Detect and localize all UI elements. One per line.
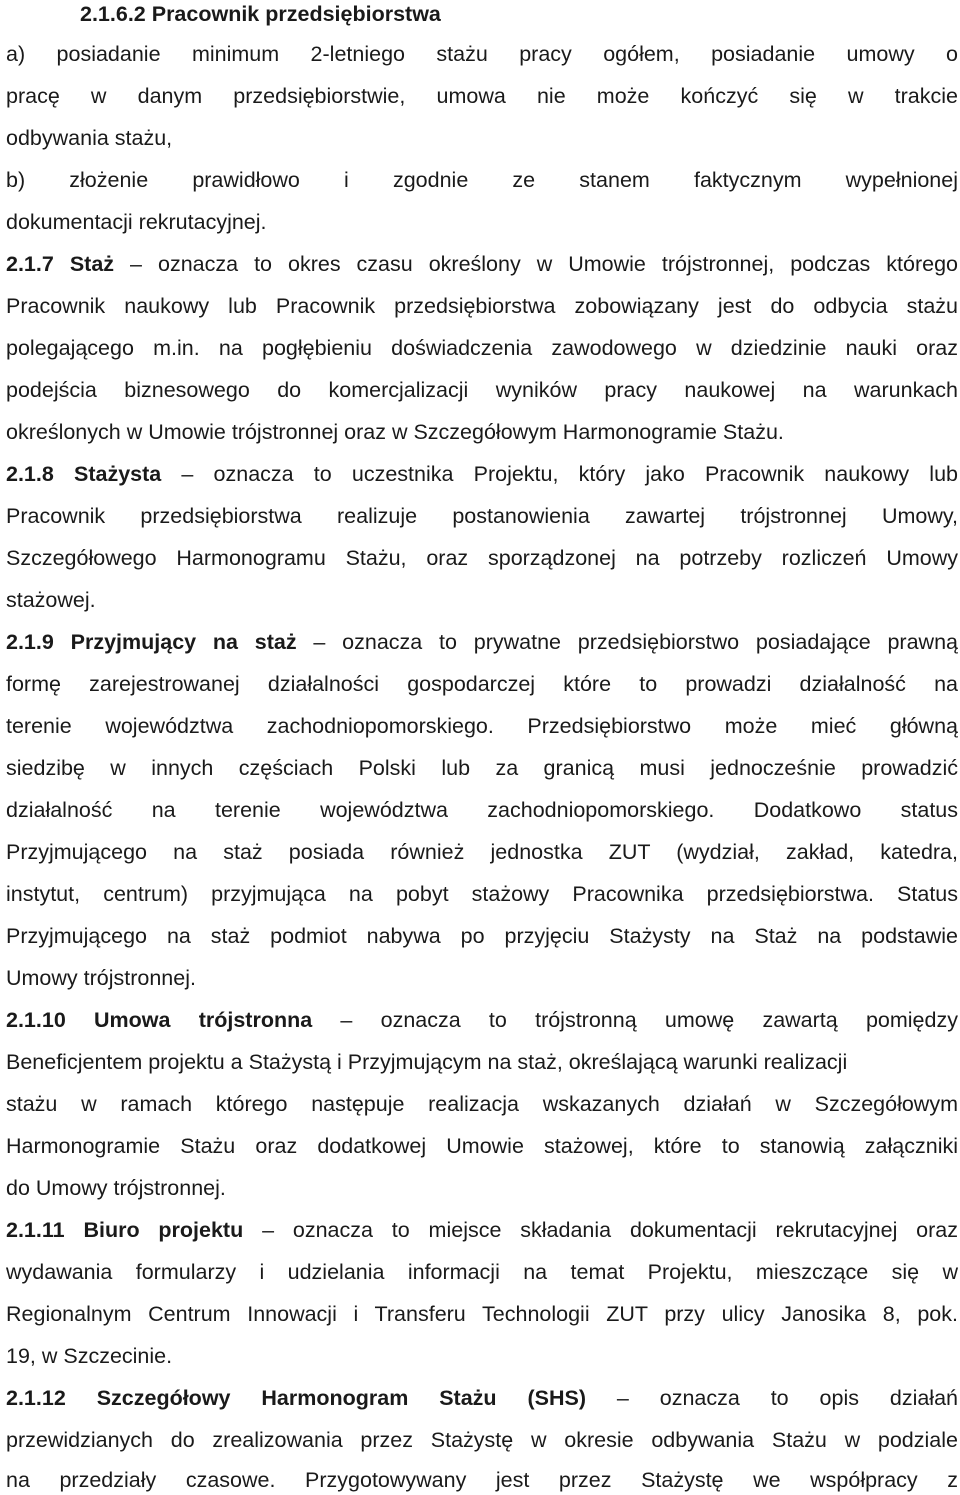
paragraph-line: Przyjmującego na staż podmiot nabywa po przyjęciu Stażysty na Staż na podstawie <box>6 924 958 948</box>
paragraph-line: stażowej. <box>6 588 96 612</box>
definition-text: – oznacza to okres czasu określony w Umowie trójstronnej, podczas którego <box>130 252 958 276</box>
definition-number: 2.1.11 <box>6 1218 65 1242</box>
definition-first-line <box>6 628 958 656</box>
paragraph-line: stażu w ramach którego następuje realizacja wskazanych działań w Szczegółowym <box>6 1092 958 1116</box>
definition-term: Stażysta <box>74 462 162 486</box>
paragraph-line: określonych w Umowie trójstronnej oraz w Szczegółowym Harmonogramie Stażu. <box>6 420 784 444</box>
definition-text: – oznacza to prywatne przedsiębiorstwo posiadające prawną <box>313 630 958 654</box>
section-heading-2-1-6-2: 2.1.6.2 Pracownik przedsiębiorstwa <box>80 2 441 26</box>
paragraph-line: podejścia biznesowego do komercjalizacji wyników pracy naukowej na warunkach <box>6 378 958 402</box>
definition-first-line <box>6 250 958 278</box>
paragraph-line: na przedziały czasowe. Przygotowywany jest przez Stażystę we współpracy z <box>6 1468 958 1492</box>
definition-number: 2.1.10 <box>6 1008 66 1032</box>
paragraph-line: Umowy trójstronnej. <box>6 966 196 990</box>
definition-first-line <box>6 460 958 488</box>
paragraph-line: pracę w danym przedsiębiorstwie, umowa nie może kończyć się w trakcie <box>6 84 958 108</box>
paragraph-line: polegającego m.in. na pogłębieniu doświadczenia zawodowego w dziedzinie nauki oraz <box>6 336 958 360</box>
definition-first-line <box>6 1006 958 1034</box>
paragraph-line: terenie województwa zachodniopomorskiego. Przedsiębiorstwo może mieć główną <box>6 714 958 738</box>
definition-term: Szczegółowy Harmonogram Stażu (SHS) <box>96 1386 586 1410</box>
paragraph-line: przewidzianych do zrealizowania przez Stażystę w okresie odbywania Stażu w podziale <box>6 1428 958 1452</box>
paragraph-line: Szczegółowego Harmonogramu Stażu, oraz sporządzonej na potrzeby rozliczeń Umowy <box>6 546 958 570</box>
paragraph-line: Pracownik przedsiębiorstwa realizuje postanowienia zawartej trójstronnej Umowy, <box>6 504 958 528</box>
paragraph-line: działalność na terenie województwa zachodniopomorskiego. Dodatkowo status <box>6 798 958 822</box>
definition-term: Biuro projektu <box>83 1218 244 1242</box>
paragraph-line: formę zarejestrowanej działalności gospodarczej które to prowadzi działalność na <box>6 672 958 696</box>
definition-term: Przyjmujący na staż <box>70 630 297 654</box>
definition-text: – oznacza to opis działań <box>616 1386 958 1410</box>
paragraph-line: a) posiadanie minimum 2-letniego stażu pracy ogółem, posiadanie umowy o <box>6 42 958 66</box>
definition-term: Staż <box>69 252 115 276</box>
definition-text: – oznacza to uczestnika Projektu, który jako Pracownik naukowy lub <box>181 462 959 486</box>
paragraph-line: Beneficjentem projektu a Stażystą i Przyjmującym na staż, określającą warunki realizacji <box>6 1050 848 1074</box>
paragraph-line: Harmonogramie Stażu oraz dodatkowej Umowie stażowej, które to stanowią załączniki <box>6 1134 958 1158</box>
paragraph-line: Pracownik naukowy lub Pracownik przedsiębiorstwa zobowiązany jest do odbycia stażu <box>6 294 958 318</box>
definition-number: 2.1.8 <box>6 462 54 486</box>
paragraph-line: b) złożenie prawidłowo i zgodnie ze stanem faktycznym wypełnionej <box>6 168 958 192</box>
definition-number: 2.1.9 <box>6 630 54 654</box>
definition-first-line <box>6 1384 958 1412</box>
definition-first-line <box>6 1216 958 1244</box>
paragraph-line: wydawania formularzy i udzielania informacji na temat Projektu, mieszczące się w <box>6 1260 958 1284</box>
definition-text: – oznacza to trójstronną umowę zawartą pomiędzy <box>340 1008 958 1032</box>
definition-number: 2.1.12 <box>6 1386 66 1410</box>
paragraph-line: do Umowy trójstronnej. <box>6 1176 226 1200</box>
definition-text: – oznacza to miejsce składania dokumentacji rekrutacyjnej oraz <box>262 1218 958 1242</box>
paragraph-line: dokumentacji rekrutacyjnej. <box>6 210 267 234</box>
paragraph-line: Przyjmującego na staż posiada również jednostka ZUT (wydział, zakład, katedra, <box>6 840 958 864</box>
paragraph-line: Regionalnym Centrum Innowacji i Transferu Technologii ZUT przy ulicy Janosika 8, pok. <box>6 1302 958 1326</box>
paragraph-line: siedzibę w innych częściach Polski lub za granicą musi jednocześnie prowadzić <box>6 756 958 780</box>
paragraph-line: instytut, centrum) przyjmująca na pobyt stażowy Pracownika przedsiębiorstwa. Status <box>6 882 958 906</box>
definition-number: 2.1.7 <box>6 252 54 276</box>
definition-term: Umowa trójstronna <box>94 1008 313 1032</box>
paragraph-line: odbywania stażu, <box>6 126 173 150</box>
paragraph-line: 19, w Szczecinie. <box>6 1344 173 1368</box>
